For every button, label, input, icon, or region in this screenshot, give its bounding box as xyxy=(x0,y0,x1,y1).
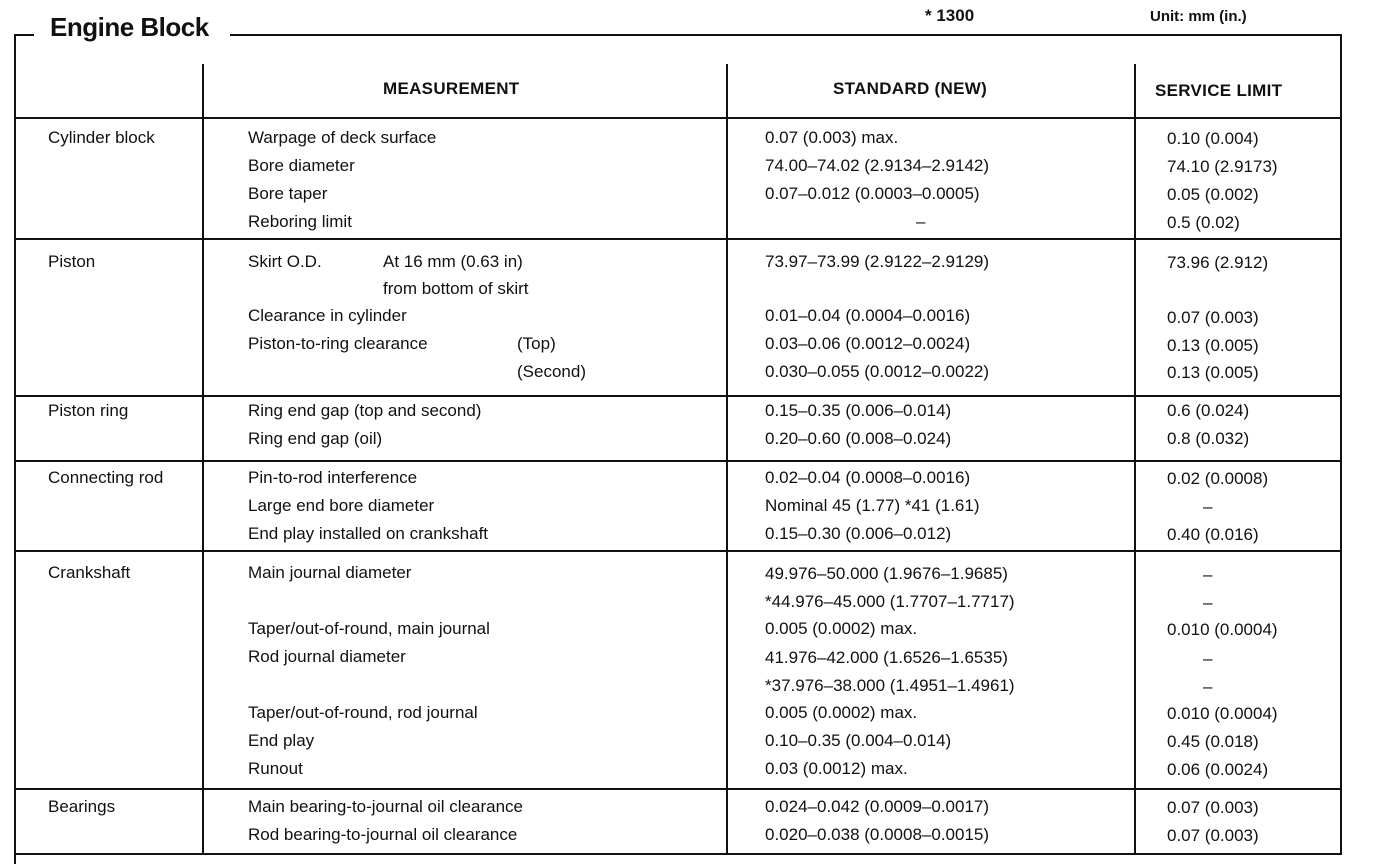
standard-cell: 0.03 (0.0012) max. xyxy=(765,759,908,778)
limit-cell: 0.05 (0.002) xyxy=(1167,185,1259,204)
section-label-cylinder-block: Cylinder block xyxy=(48,128,155,147)
standard-cell: 0.005 (0.0002) max. xyxy=(765,619,918,638)
limit-cell: – xyxy=(1203,497,1213,516)
standard-cell: 0.20–0.60 (0.008–0.024) xyxy=(765,429,952,448)
limit-cell: 0.06 (0.0024) xyxy=(1167,760,1269,779)
standard-cell: Nominal 45 (1.77) *41 (1.61) xyxy=(765,496,980,515)
standard-cell: 0.03–0.06 (0.0012–0.0024) xyxy=(765,334,971,353)
measurement-cell: Taper/out-of-round, rod journal xyxy=(248,703,478,722)
standard-cell: 73.97–73.99 (2.9122–2.9129) xyxy=(765,252,990,271)
measurement-cell: Rod bearing-to-journal oil clearance xyxy=(248,825,518,844)
section-label-piston: Piston xyxy=(48,252,96,271)
limit-cell: – xyxy=(1203,649,1213,668)
standard-cell: 0.15–0.35 (0.006–0.014) xyxy=(765,401,952,420)
standard-cell: *37.976–38.000 (1.4951–1.4961) xyxy=(765,676,1015,695)
column-divider xyxy=(202,64,204,854)
section-label-connecting-rod: Connecting rod xyxy=(48,468,164,487)
limit-cell: 0.010 (0.0004) xyxy=(1167,704,1278,723)
section-label-crankshaft: Crankshaft xyxy=(48,563,131,582)
measurement-cell: Bore diameter xyxy=(248,156,355,175)
standard-cell: 0.02–0.04 (0.0008–0.0016) xyxy=(765,468,971,487)
limit-cell: – xyxy=(1203,565,1213,584)
standard-cell: 74.00–74.02 (2.9134–2.9142) xyxy=(765,156,990,175)
standard-cell: 49.976–50.000 (1.9676–1.9685) xyxy=(765,564,1008,583)
standard-cell: 0.07–0.012 (0.0003–0.0005) xyxy=(765,184,980,203)
measurement-cell: Ring end gap (oil) xyxy=(248,429,383,448)
standard-cell: 0.020–0.038 (0.0008–0.0015) xyxy=(765,825,990,844)
section-divider xyxy=(16,395,1340,397)
limit-cell: 0.6 (0.024) xyxy=(1167,401,1250,420)
measurement-cell: Skirt O.D. xyxy=(248,252,322,271)
column-header-measurement: MEASUREMENT xyxy=(383,79,520,98)
limit-cell: – xyxy=(1203,593,1213,612)
standard-cell: 0.07 (0.003) max. xyxy=(765,128,899,147)
measurement-cell: Runout xyxy=(248,759,303,778)
limit-cell: 0.02 (0.0008) xyxy=(1167,469,1269,488)
standard-cell: 0.10–0.35 (0.004–0.014) xyxy=(765,731,952,750)
section-divider xyxy=(16,460,1340,462)
standard-cell: *44.976–45.000 (1.7707–1.7717) xyxy=(765,592,1015,611)
standard-cell: 41.976–42.000 (1.6526–1.6535) xyxy=(765,648,1008,667)
limit-cell: 0.5 (0.02) xyxy=(1167,213,1240,232)
limit-cell: 0.8 (0.032) xyxy=(1167,429,1250,448)
section-divider xyxy=(16,550,1340,552)
limit-cell: 74.10 (2.9173) xyxy=(1167,157,1278,176)
measurement-detail-cell: from bottom of skirt xyxy=(383,279,529,298)
section-label-bearings: Bearings xyxy=(48,797,116,816)
column-header-standard: STANDARD (NEW) xyxy=(833,79,988,98)
page-title: Engine Block xyxy=(50,12,209,42)
section-divider xyxy=(16,238,1340,240)
model-note: * 1300 xyxy=(925,6,975,25)
column-header-service-limit: SERVICE LIMIT xyxy=(1155,81,1283,100)
limit-cell: 0.40 (0.016) xyxy=(1167,525,1259,544)
limit-cell: 0.07 (0.003) xyxy=(1167,826,1259,845)
limit-cell: – xyxy=(1203,677,1213,696)
measurement-cell: Ring end gap (top and second) xyxy=(248,401,482,420)
measurement-cell: Main bearing-to-journal oil clearance xyxy=(248,797,523,816)
measurement-cell: Large end bore diameter xyxy=(248,496,435,515)
measurement-cell: Pin-to-rod interference xyxy=(248,468,418,487)
limit-cell: 0.13 (0.005) xyxy=(1167,363,1259,382)
measurement-cell: Taper/out-of-round, main journal xyxy=(248,619,490,638)
standard-cell: 0.030–0.055 (0.0012–0.0022) xyxy=(765,362,990,381)
unit-note: Unit: mm (in.) xyxy=(1150,8,1247,25)
section-label-piston-ring: Piston ring xyxy=(48,401,129,420)
measurement-cell: Bore taper xyxy=(248,184,328,203)
limit-cell: 0.010 (0.0004) xyxy=(1167,620,1278,639)
measurement-detail-cell: (Second) xyxy=(517,362,586,381)
standard-cell: 0.01–0.04 (0.0004–0.0016) xyxy=(765,306,971,325)
standard-cell: – xyxy=(916,212,926,231)
measurement-cell: Warpage of deck surface xyxy=(248,128,437,147)
limit-cell: 0.07 (0.003) xyxy=(1167,798,1259,817)
frame-border xyxy=(230,34,1342,36)
limit-cell: 0.45 (0.018) xyxy=(1167,732,1259,751)
frame-border xyxy=(14,34,16,864)
measurement-cell: Main journal diameter xyxy=(248,563,412,582)
frame-border xyxy=(14,853,1342,855)
column-divider xyxy=(726,64,728,854)
measurement-cell: Clearance in cylinder xyxy=(248,306,407,325)
frame-border xyxy=(14,34,34,36)
measurement-detail-cell: At 16 mm (0.63 in) xyxy=(383,252,523,271)
measurement-cell: Reboring limit xyxy=(248,212,352,231)
measurement-detail-cell: (Top) xyxy=(517,334,556,353)
limit-cell: 73.96 (2.912) xyxy=(1167,253,1269,272)
measurement-cell: Rod journal diameter xyxy=(248,647,406,666)
limit-cell: 0.07 (0.003) xyxy=(1167,308,1259,327)
section-divider xyxy=(16,117,1340,119)
measurement-cell: Piston-to-ring clearance xyxy=(248,334,428,353)
standard-cell: 0.005 (0.0002) max. xyxy=(765,703,918,722)
standard-cell: 0.15–0.30 (0.006–0.012) xyxy=(765,524,952,543)
limit-cell: 0.10 (0.004) xyxy=(1167,129,1259,148)
column-divider xyxy=(1134,64,1136,854)
frame-border xyxy=(1340,34,1342,854)
section-divider xyxy=(16,788,1340,790)
standard-cell: 0.024–0.042 (0.0009–0.0017) xyxy=(765,797,990,816)
measurement-cell: End play xyxy=(248,731,315,750)
limit-cell: 0.13 (0.005) xyxy=(1167,336,1259,355)
measurement-cell: End play installed on crankshaft xyxy=(248,524,489,543)
